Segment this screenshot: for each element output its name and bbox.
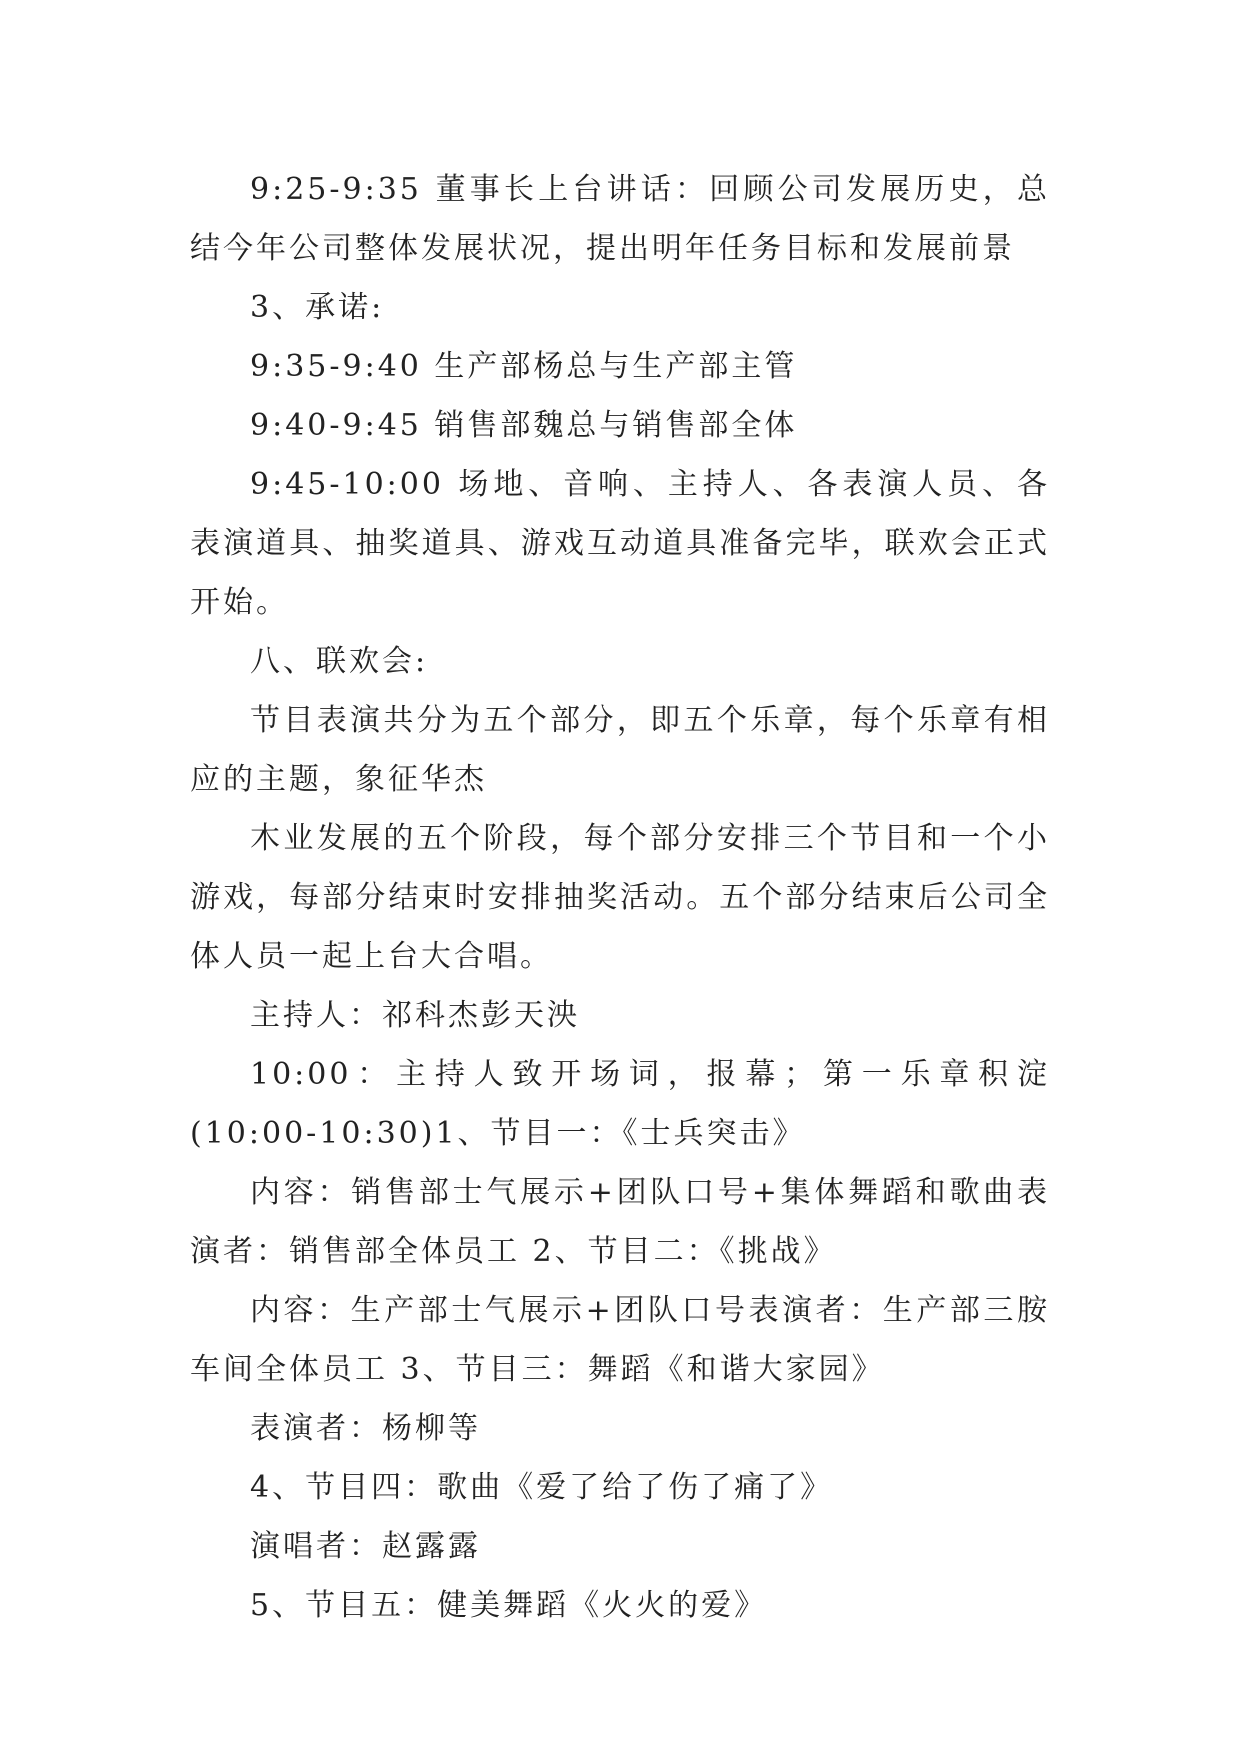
paragraph-act-three-performers: 表演者：杨柳等 bbox=[250, 1411, 481, 1446]
document-body bbox=[190, 160, 1050, 1635]
paragraph-opening-act: 10:00：主持人致开场词，报幕；第一乐章积淀(10:00-10:30)1、节目一：《士兵突击》 bbox=[190, 1057, 1050, 1151]
paragraph-program-overview: 节目表演共分为五个部分，即五个乐章，每个乐章有相应的主题，象征华杰 bbox=[190, 703, 1050, 797]
paragraph-act-four: 4、节目四：歌曲《爱了给了伤了痛了》 bbox=[250, 1470, 834, 1505]
paragraph-hosts: 主持人：祁科杰彭天泱 bbox=[250, 998, 580, 1033]
paragraph-program-stages: 木业发展的五个阶段，每个部分安排三个节目和一个小游戏，每部分结束时安排抽奖活动。五个部分结束后公司全体人员一起上台大合唱。 bbox=[190, 821, 1050, 974]
paragraph-chairman-speech: 9:25-9:35 董事长上台讲话：回顾公司发展历史，总结今年公司整体发展状况，提出明年任务目标和发展前景 bbox=[190, 172, 1050, 266]
paragraph-commitment-heading: 3、承诺: bbox=[250, 290, 385, 325]
paragraph-sales-commitment: 9:40-9:45 销售部魏总与销售部全体 bbox=[250, 408, 798, 443]
paragraph-act-four-singer: 演唱者：赵露露 bbox=[250, 1529, 481, 1564]
paragraph-preparation: 9:45-10:00 场地、音响、主持人、各表演人员、各表演道具、抽奖道具、游戏互动道具准备完毕，联欢会正式开始。 bbox=[190, 467, 1050, 620]
paragraph-act-one-content: 内容：销售部士气展示+团队口号+集体舞蹈和歌曲表演者：销售部全体员工 2、节目二：《挑战》 bbox=[190, 1175, 1050, 1269]
paragraph-gala-heading: 八、联欢会: bbox=[250, 644, 429, 679]
paragraph-act-two-content: 内容：生产部士气展示+团队口号表演者：生产部三胺车间全体员工 3、节目三：舞蹈《和谐大家园》 bbox=[190, 1293, 1050, 1387]
paragraph-act-five: 5、节目五：健美舞蹈《火火的爱》 bbox=[250, 1588, 768, 1623]
paragraph-production-commitment: 9:35-9:40 生产部杨总与生产部主管 bbox=[250, 349, 798, 384]
